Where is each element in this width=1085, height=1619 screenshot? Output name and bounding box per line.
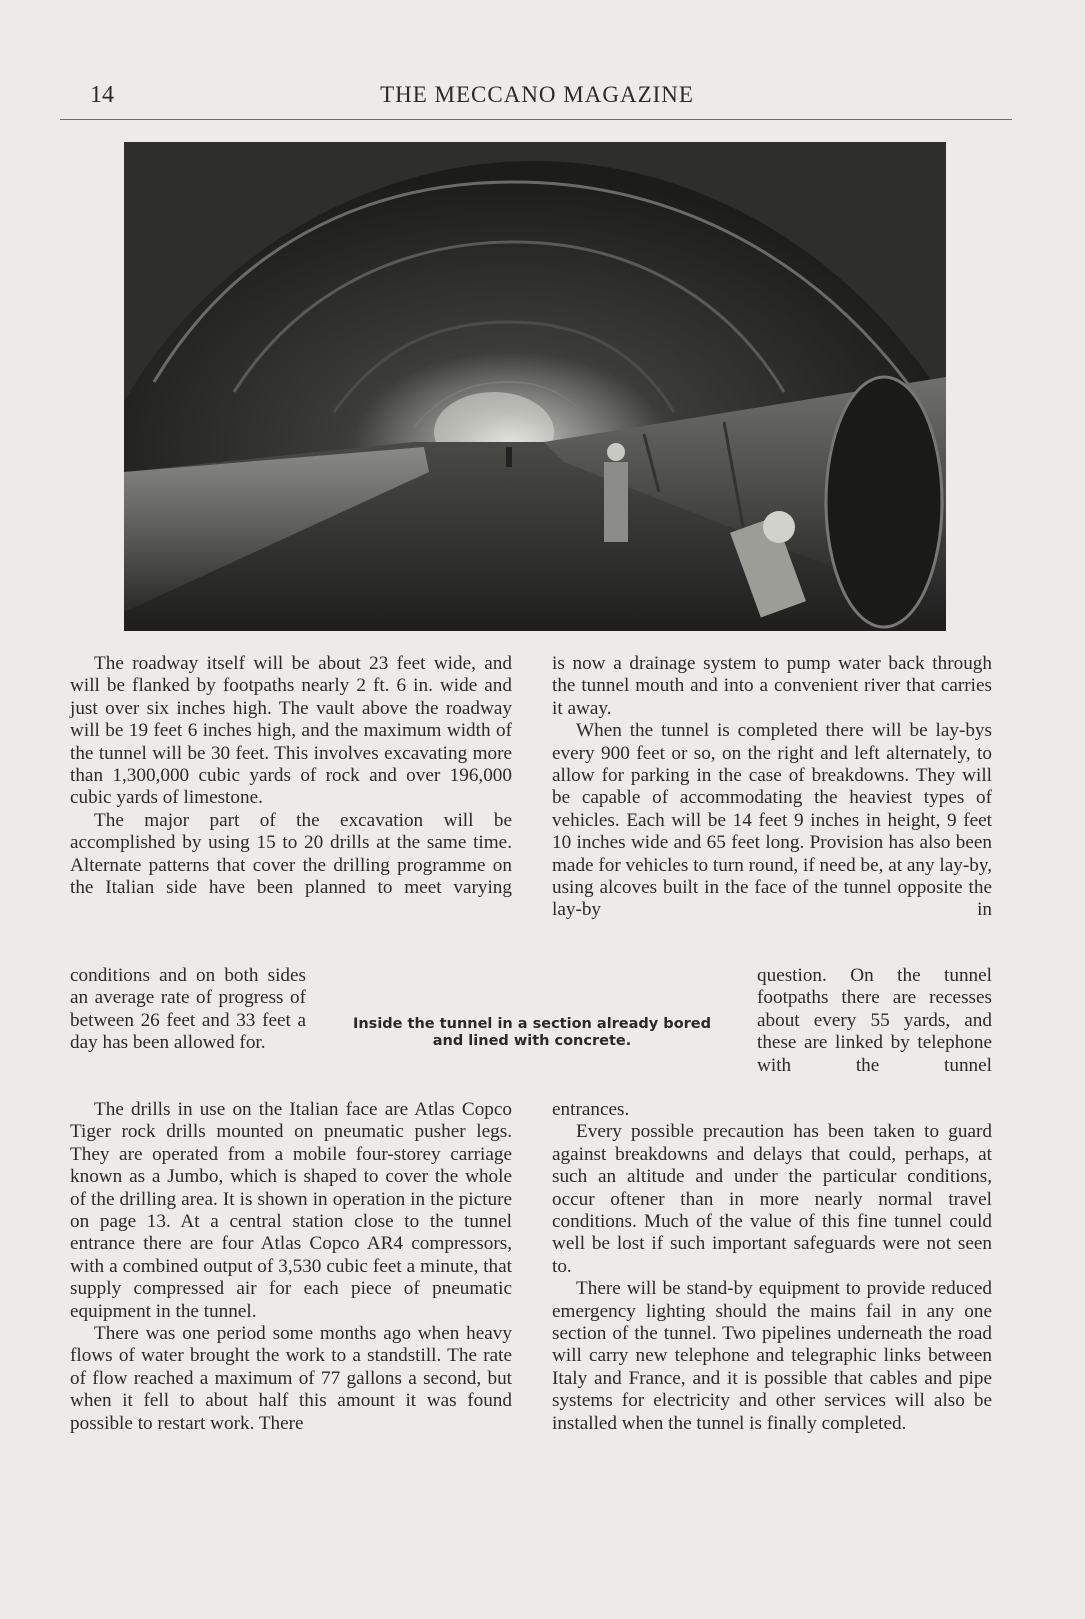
- left-column-bottom: [70, 1099, 512, 1435]
- right-column-top: [552, 653, 992, 922]
- paragraph: question. On the tunnel footpaths there are recesses about every 55 yards, and these are linked by telephone with the tunnel: [757, 965, 992, 1076]
- paragraph: There will be stand-by equipment to provide reduced emergency lighting should the mains fail in any one section of the tunnel. Two pipelines underneath the road will carry new telephone and telegraphic links between Italy and France, and it is possible that cables and pipe systems for electricity and other services will also be installed when the tunnel is finally completed.: [552, 1278, 992, 1434]
- right-column-wrap: [757, 965, 992, 1077]
- paragraph: The drills in use on the Italian face are Atlas Copco Tiger rock drills mounted on pneumatic pusher legs. They are operated from a mobile four-storey carriage known as a Jumbo, which is shaped to cover the whole of the drilling area. It is shown in operation in the picture on page 13. At a central station close to the tunnel entrance there are four Atlas Copco AR4 compressors, with a combined output of 3,530 cubic feet a minute, that supply compressed air for each piece of pneumatic equipment in the tunnel.: [70, 1099, 512, 1322]
- header-rule: [60, 119, 1012, 120]
- photo-caption: Inside the tunnel in a section already bored and lined with concrete.: [352, 1016, 712, 1049]
- tunnel-photo-illustration: [124, 142, 946, 631]
- page-header: [62, 82, 1012, 112]
- magazine-title: THE MECCANO MAGAZINE: [380, 82, 694, 107]
- paragraph: The major part of the excavation will be accomplished by using 15 to 20 drills at the same time. Alternate patterns that cover the drilling programme on the Italian side have been planned to meet varying: [70, 809, 512, 899]
- left-column-top: [70, 653, 512, 899]
- paragraph: is now a drainage system to pump water back through the tunnel mouth and into a convenient river that carries it away.: [552, 653, 992, 719]
- right-column-bottom: [552, 1099, 992, 1435]
- page-number: 14: [90, 82, 114, 108]
- tunnel-photo: [124, 142, 946, 631]
- paragraph: When the tunnel is completed there will be lay-bys every 900 feet or so, on the right and left alternately, to allow for parking in the case of breakdowns. They will be capable of accommodating the heaviest types of vehicles. Each will be 14 feet 9 inches in height, 9 feet 10 inches wide and 65 feet long. Provision has also been made for vehicles to turn round, if need be, at any lay-by, using alcoves built in the face of the tunnel opposite the lay-by in: [552, 720, 992, 921]
- paragraph: There was one period some months ago when heavy flows of water brought the work to a standstill. The rate of flow reached a maximum of 77 gallons a second, but when it fell to about half this amount it was found possible to restart work. There: [70, 1323, 512, 1434]
- paragraph: The roadway itself will be about 23 feet wide, and will be flanked by footpaths nearly 2 ft. 6 in. wide and just over six inches high. The vault above the roadway will be 19 feet 6 inches high, and the maximum width of the tunnel will be 30 feet. This involves excavating more than 1,300,000 cubic yards of rock and over 196,000 cubic yards of limestone.: [70, 653, 512, 809]
- paragraph: entrances.: [552, 1099, 630, 1120]
- left-column-wrap: [70, 965, 306, 1055]
- paragraph: conditions and on both sides an average rate of progress of between 26 feet and 33 feet a day has been allowed for.: [70, 965, 306, 1054]
- paragraph: Every possible precaution has been taken to guard against breakdowns and delays that could, perhaps, at such an altitude and under the particular conditions, occur oftener than in more nearly normal travel conditions. Much of the value of this fine tunnel could well be lost if such important safeguards were not seen to.: [552, 1121, 992, 1277]
